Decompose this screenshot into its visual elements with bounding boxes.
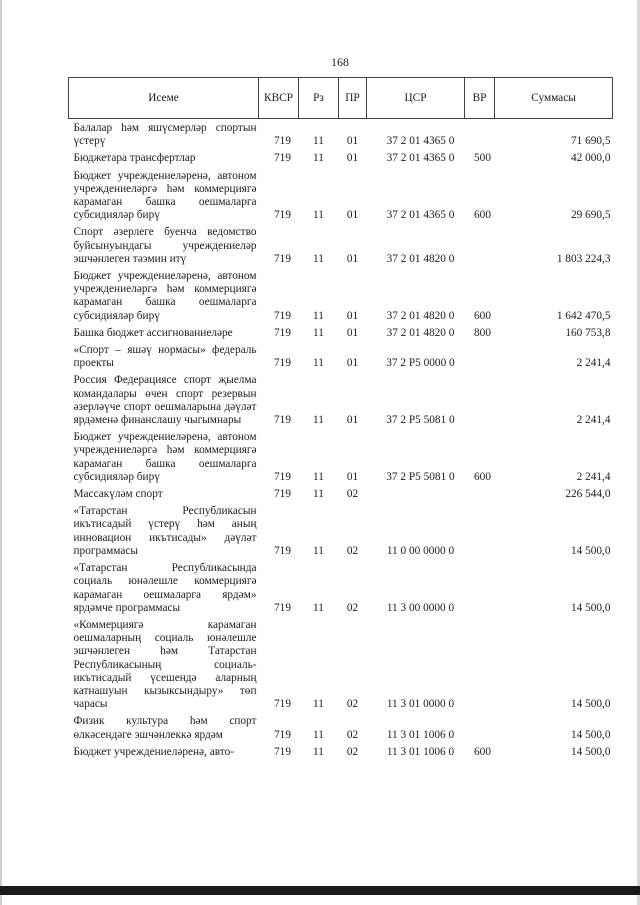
cell-kvsr: 719 [274,728,291,741]
cell-pr: 02 [346,488,359,501]
cell-csr: 37 2 01 4820 0 [386,309,455,322]
cell-pr: 01 [346,135,359,148]
page-number: 168 [331,55,349,69]
cell-name: Бюджет учреждениеләренә, автоном учреждениеләргә һәм коммерциягә карамаган башка оешмаларга субсидияләр бирү [73,270,257,322]
cell-kvsr: 719 [274,309,291,322]
cell-rz: 11 [313,488,324,501]
table-row [69,266,613,323]
cell-rz: 11 [313,601,324,614]
cell-vr: 500 [474,152,491,165]
cell-csr: 11 3 01 0000 0 [386,698,455,711]
table-row [69,148,613,165]
cell-name: «Спорт – яшәү нормасы» федераль проекты [73,344,257,370]
cell-kvsr: 719 [274,698,291,711]
cell-name: Бюджетара трансфертлар [73,152,196,165]
cell-rz: 11 [313,544,324,557]
cell-pr: 01 [346,326,359,339]
cell-sum: 14 500,0 [570,698,611,711]
cell-pr: 01 [346,209,359,222]
cell-csr: 11 3 01 1006 0 [386,745,455,758]
table-row [69,119,613,149]
cell-name: Балалар һәм яшүсмерләр спортын үстерү [73,122,257,148]
cell-pr: 02 [346,728,359,741]
cell-csr: 37 2 01 4365 0 [386,152,455,165]
table-row [69,742,613,759]
cell-pr: 01 [346,414,359,427]
cell-csr: 11 0 00 0000 0 [386,544,455,557]
table-row [69,484,613,501]
cell-sum: 160 753,8 [565,326,611,339]
cell-kvsr: 719 [274,152,291,165]
cell-pr: 01 [346,252,359,265]
table-row [69,323,613,340]
cell-kvsr: 719 [274,135,291,148]
cell-name: Россия Федерациясе спорт җыелма командалары өчен спорт резервын әзерләүче спорт оешмаларына дәүләт ярдәменә финанслашу чыгымнары [73,374,257,427]
cell-vr [465,711,495,741]
cell-rz: 11 [313,414,324,427]
cell-sum: 71 690,5 [570,135,611,148]
scan-left-edge [0,0,2,905]
cell-name: «Татарстан Республикасын икътисадый үстерү һәм аның инновацион икътисады» дәүләт программасы [73,505,257,557]
cell-csr: 37 2 01 4820 0 [386,326,455,339]
cell-vr [465,340,495,370]
cell-pr: 02 [346,544,359,557]
cell-vr: 600 [474,745,491,758]
cell-kvsr: 719 [274,209,291,222]
cell-pr: 02 [346,601,359,614]
cell-vr: 600 [474,309,491,322]
cell-kvsr: 719 [274,252,291,265]
table-row [69,711,613,741]
cell-sum: 14 500,0 [570,745,611,758]
cell-sum: 14 500,0 [570,544,611,557]
table-row [69,558,613,615]
cell-pr: 02 [346,745,359,758]
cell-sum: 14 500,0 [570,601,611,614]
cell-rz: 11 [313,309,324,322]
table-row [69,166,613,223]
cell-csr: 37 2 01 4365 0 [386,135,455,148]
cell-pr: 01 [346,152,359,165]
cell-rz: 11 [313,470,324,483]
cell-vr [465,501,495,558]
cell-kvsr: 719 [274,357,291,370]
cell-kvsr: 719 [274,326,291,339]
cell-csr: 37 2 P5 0000 0 [386,357,455,370]
cell-pr: 01 [346,470,359,483]
cell-name: Бюджет учреждениеләренә, автоном учреждениеләргә һәм коммерциягә карамаган башка оешмаларга субсидияләр бирү [73,431,257,483]
cell-pr: 02 [346,698,359,711]
cell-csr: 37 2 P5 5081 0 [386,414,455,427]
cell-kvsr: 719 [274,470,291,483]
table-row [69,427,613,484]
cell-sum: 2 241,4 [576,470,611,483]
cell-name: Бюджет учреждениеләренә, автоном учреждениеләргә һәм коммерциягә карамаган башка оешмаларга субсидияләр бирү [73,169,257,222]
cell-csr: 11 3 01 1006 0 [386,728,455,741]
cell-rz: 11 [313,209,324,222]
cell-name: Бюджет учреждениеләренә, авто- [73,745,234,758]
cell-sum: 1 803 224,3 [556,252,611,265]
cell-kvsr: 719 [274,488,291,501]
cell-vr [465,119,495,149]
cell-name: «Коммерциягә карамаган оешмаларның социаль юнәлешле эшчәнлеген һәм Татарстан Республикасының социаль-икътисадый үсешендә аларның катнашуын кызыксындыру» төп чарасы [73,618,257,711]
cell-name: «Татарстан Республикасында социаль юнәлешле коммерциягә карамаган оешмаларга ярдәм» ярдәмче программасы [73,562,257,614]
cell-vr [465,222,495,266]
cell-sum: 29 690,5 [570,209,611,222]
cell-sum: 2 241,4 [576,357,611,370]
table-body [69,119,613,759]
cell-sum: 2 241,4 [576,414,611,427]
cell-vr [465,558,495,615]
cell-rz: 11 [313,357,324,370]
header-csr: ЦСР [367,78,465,119]
table-row [69,501,613,558]
table-row [69,370,613,427]
cell-name: Физик культура һәм спорт өлкәсендәге эшчәнлеккә ярдәм [73,715,257,741]
cell-kvsr: 719 [274,601,291,614]
cell-vr [465,484,495,501]
cell-rz: 11 [313,728,324,741]
cell-csr: 37 2 P5 5081 0 [386,470,455,483]
cell-rz: 11 [313,698,324,711]
header-sum: Суммасы [495,78,613,119]
header-name: Исеме [69,78,259,119]
cell-vr: 800 [474,326,491,339]
cell-pr: 01 [346,357,359,370]
table-row [69,340,613,370]
cell-vr [465,615,495,711]
header-kvsr: КВСР [259,78,299,119]
table-row [69,222,613,266]
cell-rz: 11 [313,135,324,148]
cell-vr: 600 [474,209,491,222]
cell-rz: 11 [313,152,324,165]
cell-name: Спорт әзерлеге буенча ведомство буйсынуындагы учреждениеләр эшчәнлеген тәэмин итү [73,226,257,265]
cell-rz: 11 [313,745,324,758]
budget-table [68,77,613,759]
cell-kvsr: 719 [274,745,291,758]
cell-csr [367,484,465,501]
cell-vr: 600 [474,470,491,483]
cell-name: Башка бюджет ассигнованиеләре [73,326,233,339]
cell-csr: 37 2 01 4365 0 [386,209,455,222]
header-rz: Рз [299,78,339,119]
cell-pr: 01 [346,309,359,322]
cell-rz: 11 [313,252,324,265]
table-row [69,615,613,711]
cell-kvsr: 719 [274,544,291,557]
scan-bottom-bar [0,886,640,895]
header-vr: ВР [465,78,495,119]
cell-sum: 42 000,0 [570,152,611,165]
cell-kvsr: 719 [274,414,291,427]
cell-vr [465,370,495,427]
cell-sum: 1 642 470,5 [556,309,611,322]
cell-sum: 14 500,0 [570,728,611,741]
cell-rz: 11 [313,326,324,339]
table-header [69,78,613,119]
cell-sum: 226 544,0 [565,488,611,501]
cell-csr: 37 2 01 4820 0 [386,252,455,265]
cell-name: Массакүләм спорт [73,488,163,501]
header-pr: ПР [339,78,367,119]
cell-csr: 11 3 00 0000 0 [386,601,455,614]
